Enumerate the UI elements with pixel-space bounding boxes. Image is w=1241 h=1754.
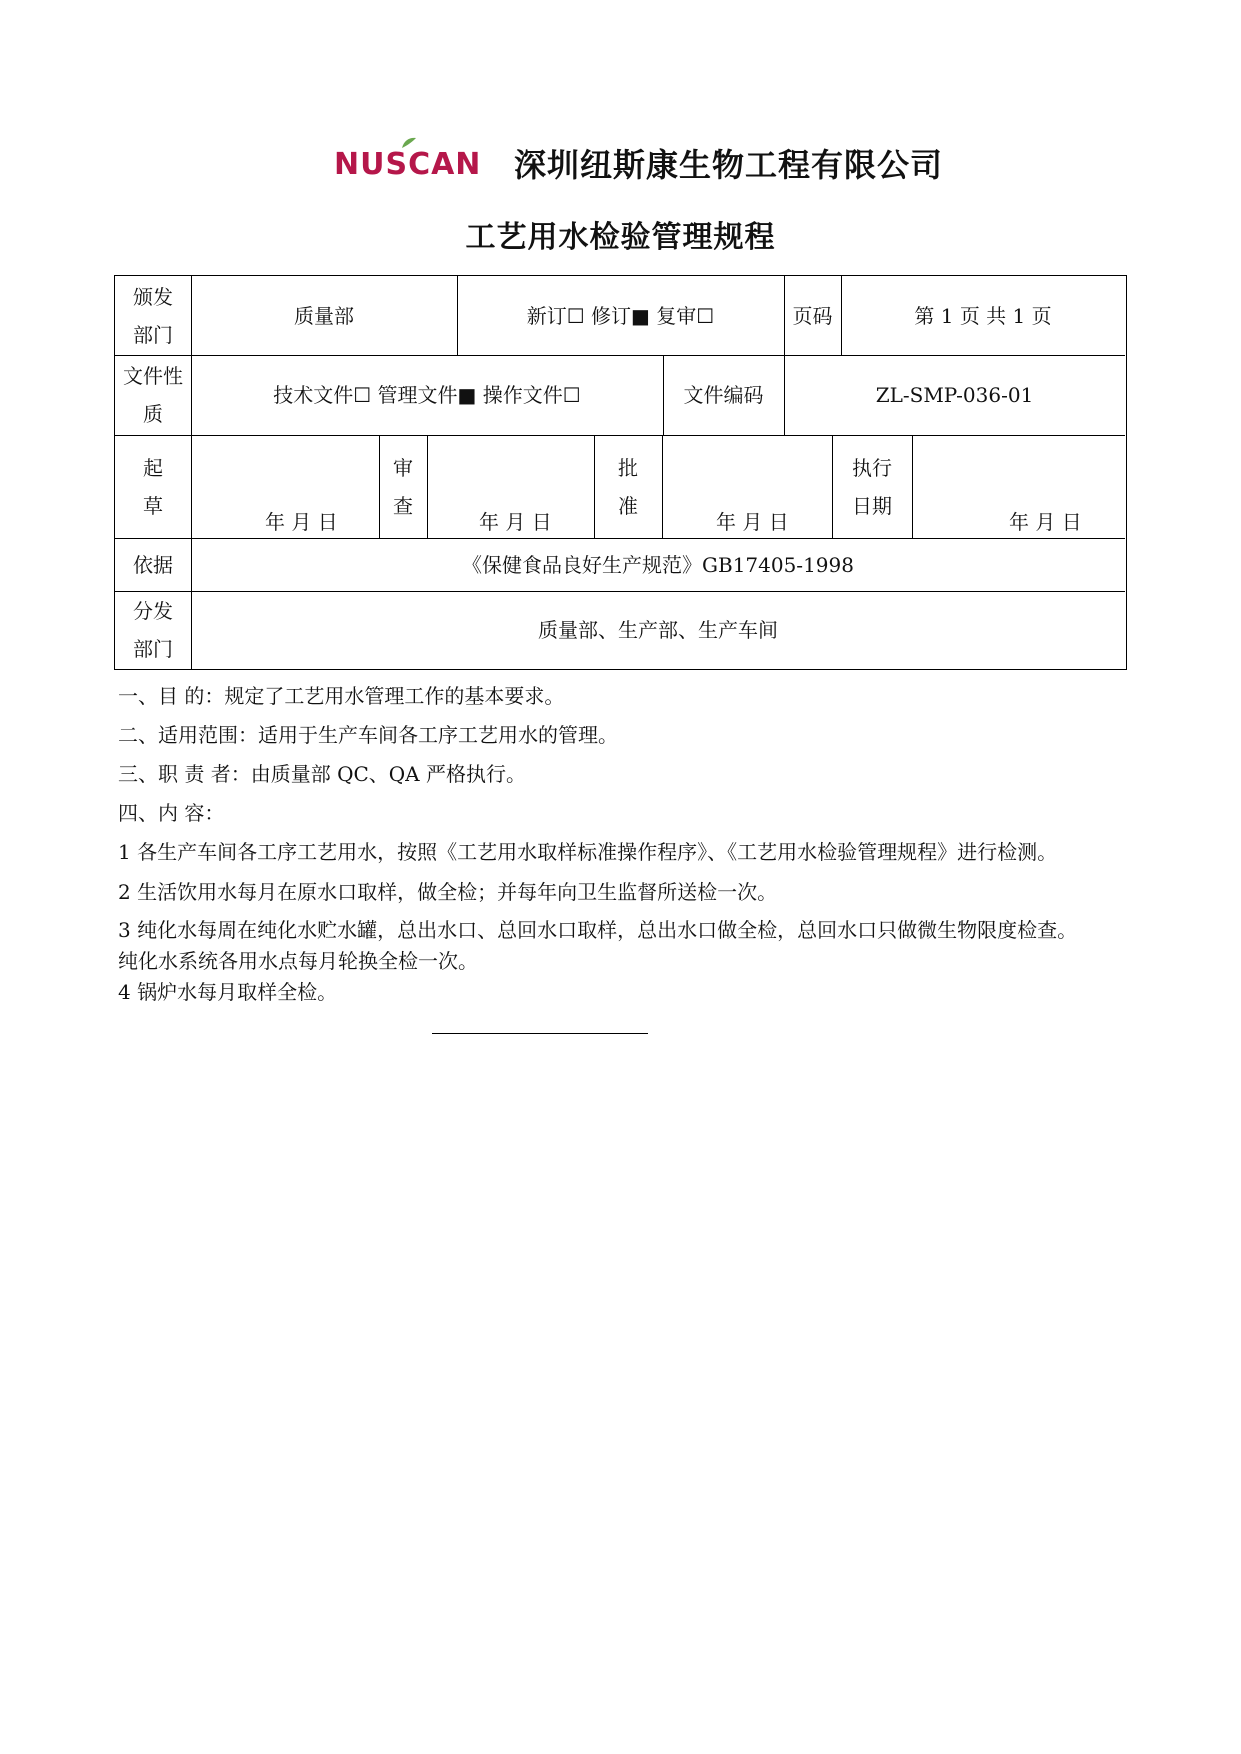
content-item-4: 4 锅炉水每月取样全检。: [118, 980, 338, 1004]
content-item-3: 3 纯化水每周在纯化水贮水罐，总出水口、总回水口取样，总出水口做全检，总回水口只做微生物限度检查。: [118, 918, 1078, 942]
review-label: 审 查: [393, 455, 413, 518]
content-item-2: 2 生活饮用水每月在原水口取样，做全检；并每年向卫生监督所送检一次。: [118, 880, 778, 904]
revision-status: 新订☐ 修订■ 复审☐: [526, 303, 715, 328]
content-item-1: 1 各生产车间各工序工艺用水，按照《工艺用水取样标准操作程序》、《工艺用水检验管理规程》进行检测。: [118, 840, 1058, 864]
svg-text:NUSCAN: NUSCAN: [334, 147, 482, 180]
nuscan-logo: [334, 136, 496, 180]
page-label: 页码: [792, 303, 833, 328]
issue-dept-label: 颁发 部门: [133, 284, 173, 347]
exec-date-label: 执行 日期: [852, 455, 892, 518]
basis-value: 《保健食品良好生产规范》GB17405-1998: [462, 552, 854, 577]
approve-date: 年 月 日: [716, 510, 789, 534]
document-header: [0, 130, 1241, 190]
responsibility-line: 三、职 责 者：由质量部 QC、QA 严格执行。: [118, 762, 526, 786]
issue-dept-value: 质量部: [294, 303, 354, 328]
document-info-table: [114, 275, 1127, 670]
distribution-value: 质量部、生产部、生产车间: [538, 618, 778, 642]
exec-date: 年 月 日: [1009, 510, 1082, 534]
file-nature-options: 技术文件☐ 管理文件■ 操作文件☐: [273, 383, 581, 407]
company-name: 深圳纽斯康生物工程有限公司: [514, 146, 944, 184]
review-date: 年 月 日: [479, 510, 552, 534]
page-number: 第 1 页 共 1 页: [914, 303, 1052, 328]
file-code-label: 文件编码: [683, 383, 764, 407]
draft-date: 年 月 日: [265, 510, 338, 534]
file-code-value: ZL-SMP-036-01: [875, 383, 1034, 407]
scope-line: 二、适用范围：适用于生产车间各工序工艺用水的管理。: [118, 723, 618, 747]
document-title: 工艺用水检验管理规程: [465, 220, 776, 255]
file-nature-label: 文件性 质: [123, 364, 183, 426]
distribution-label: 分发 部门: [133, 599, 173, 661]
content-heading: 四、内 容：: [118, 801, 225, 825]
content-item-3-continued: 纯化水系统各用水点每月轮换全检一次。: [118, 949, 478, 973]
basis-label: 依据: [133, 552, 173, 577]
purpose-line: 一、目 的：规定了工艺用水管理工作的基本要求。: [118, 684, 565, 708]
end-divider: [432, 1033, 648, 1034]
approve-label: 批 准: [618, 455, 638, 518]
draft-label: 起 草: [143, 455, 163, 518]
